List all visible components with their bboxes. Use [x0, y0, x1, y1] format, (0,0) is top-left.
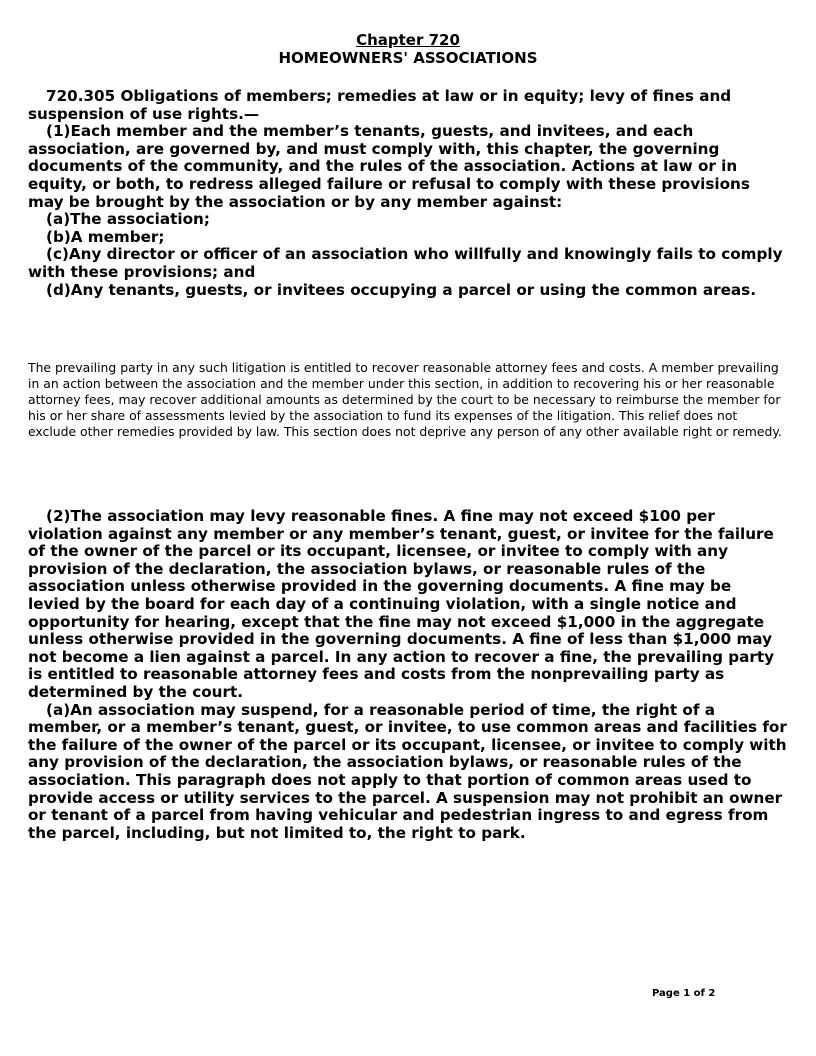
subsection-2-item-a: (a)An association may suspend, for a reasonable period of time, the right of a member, or a member’s tenant, guest, or invitee, to use common areas and facilities for the failure of the owner of the parcel or its occupant, licensee, or invitee to comply with any provision of the declaration, the association bylaws, or reasonable rules of the association. This paragraph does not apply to that portion of common areas used to provide access or utility services to the parcel. A suspension may not prohibit an owner or tenant of a parcel from having vehicular and pedestrian ingress to and egress from the parcel, including, but not limited to, the right to park.	[28, 700, 787, 842]
subsection-1-closing-text: The prevailing party in any such litigation is entitled to recover reasonable attorney fees and costs. A member prevailing in an action between the association and the member under this section, in addition to recovering his or her reasonable attorney fees, may recover additional amounts as determined by the court to be necessary to reimburse the member for his or her share of assessments levied by the association to fund its expenses of the litigation. This relief does not exclude other remedies provided by law. This section does not deprive any person of any other available right or remedy.	[28, 360, 782, 439]
subsection-1-item-d: (d)Any tenants, guests, or invitees occupying a parcel or using the common areas.	[46, 280, 756, 299]
subsection-1-item-c: (c)Any director or officer of an association who willfully and knowingly fails to comply with these provisions; and	[28, 245, 783, 281]
chapter-title: HOMEOWNERS' ASSOCIATIONS	[278, 49, 538, 67]
section-720-305-part-1	[28, 88, 788, 299]
subsection-1-intro: (1)Each member and the member’s tenants, guests, and invitees, and each association, are governed by, and must comply with, this chapter, the governing documents of the community, and the rules of the association. Actions at law or in equity, or both, to redress alleged failure or refusal to comply with these provisions may be brought by the association or by any member against:	[28, 122, 750, 211]
subsection-1-item-b: (b)A member;	[46, 227, 165, 246]
page-number: Page 1 of 2	[652, 988, 716, 999]
subsection-1-closing	[28, 360, 788, 440]
subsection-2-intro: (2)The association may levy reasonable fines. A fine may not exceed $100 per violation against any member or any member’s tenant, guest, or invitee for the failure of the owner of the parcel or its occupant, licensee, or invitee to comply with any provision of the declaration, the association bylaws, or reasonable rules of the association unless otherwise provided in the governing documents. A fine may be levied by the board for each day of a continuing violation, with a single notice and opportunity for hearing, except that the fine may not exceed $1,000 in the aggregate unless otherwise provided in the governing documents. A fine of less than $1,000 may not become a lien against a parcel. In any action to recover a fine, the prevailing party is entitled to reasonable attorney fees and costs from the nonprevailing party as determined by the court.	[28, 507, 775, 701]
chapter-heading: Chapter 720	[356, 31, 460, 49]
subsection-1-item-a: (a)The association;	[46, 210, 210, 229]
section-720-305-part-2	[28, 508, 788, 842]
section-heading: 720.305 Obligations of members; remedies at law or in equity; levy of fines and suspension of use rights.—	[28, 87, 732, 123]
